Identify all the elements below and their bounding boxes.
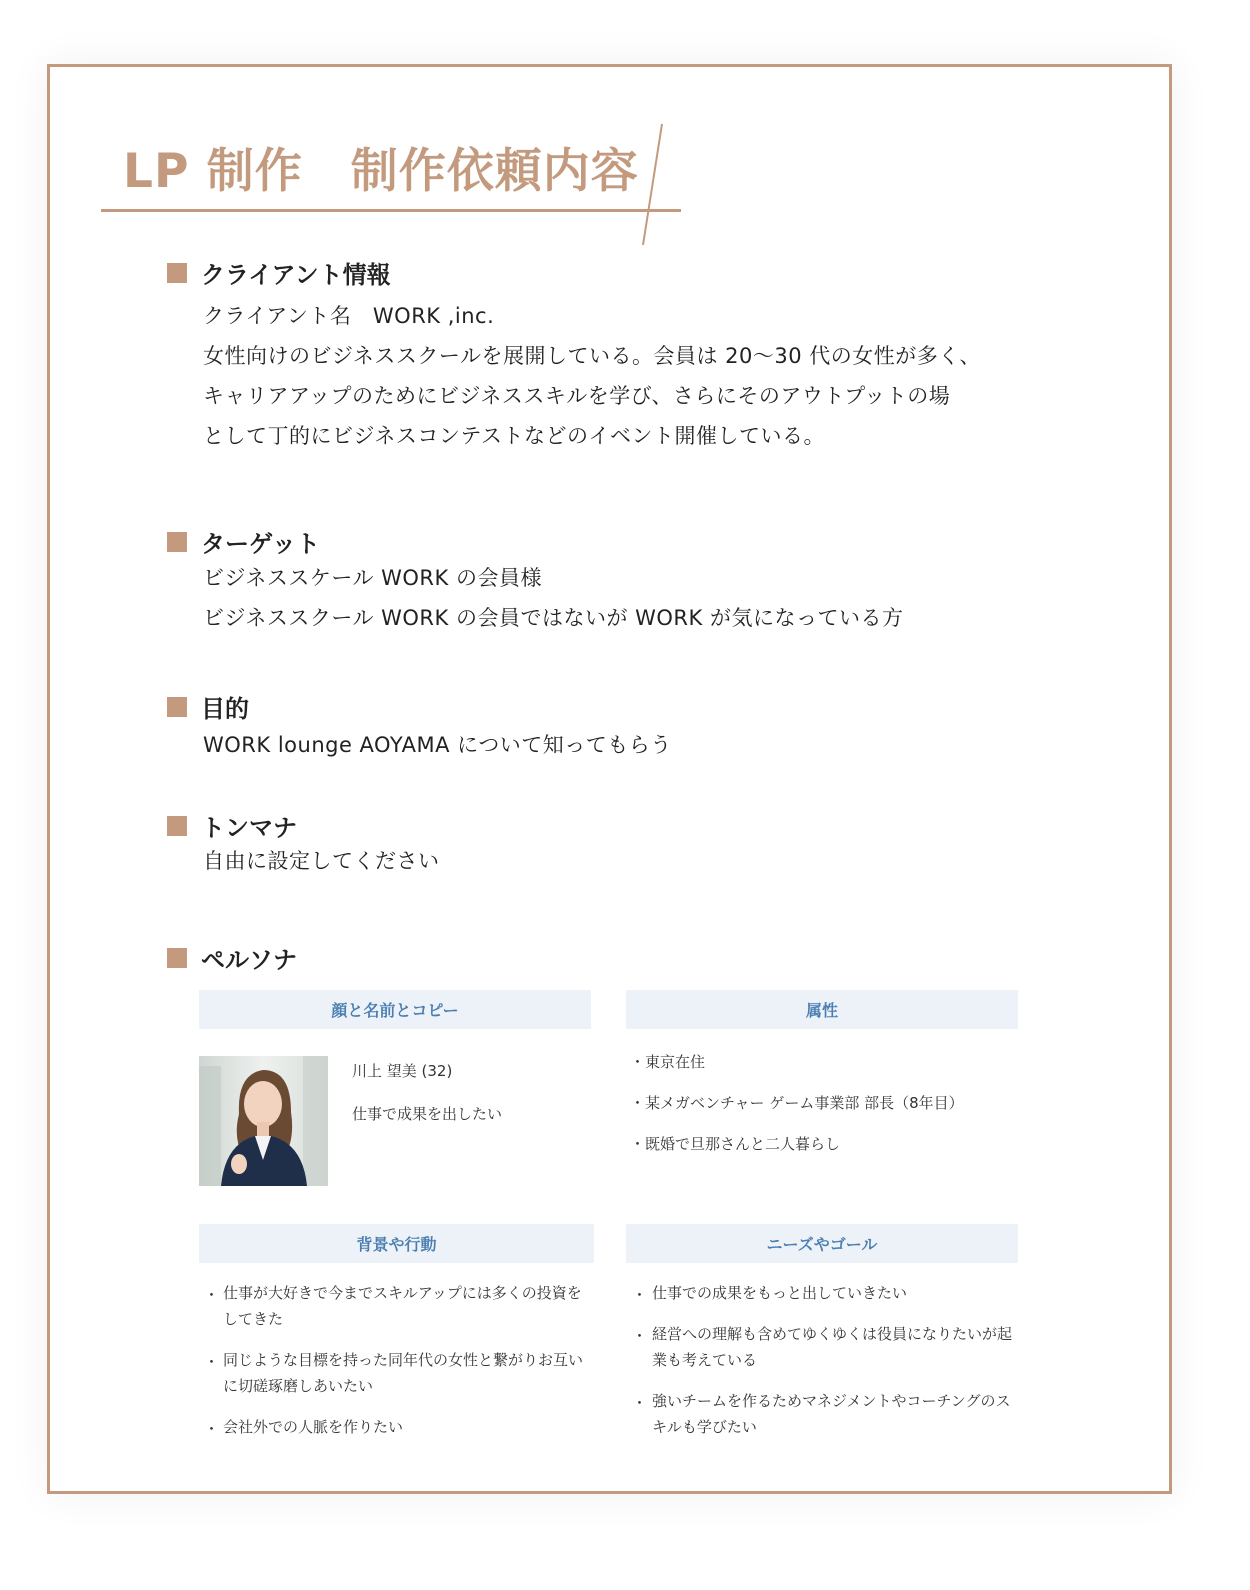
persona-attributes-header: 属性 (626, 990, 1018, 1029)
background-item: 同じような目標を持った同年代の女性と繋がりお互いに切磋琢磨しあいたい (223, 1351, 584, 1395)
client-line: クライアント名 WORK ,inc. (203, 304, 495, 328)
needs-item: 経営への理解も含めてゆくゆくは役員になりたいが起業も考えている (652, 1325, 1013, 1369)
attribute-item: ・某メガベンチャー ゲーム事業部 部長（8年目） (630, 1094, 964, 1112)
bullet-dot: ・ (632, 1327, 648, 1345)
purpose-line: WORK lounge AOYAMA について知ってもらう (203, 733, 672, 757)
title-slash-decoration (0, 0, 1250, 260)
persona-needs-header: ニーズやゴール (626, 1224, 1018, 1263)
section-target (167, 524, 320, 559)
attribute-item: ・東京在住 (630, 1053, 706, 1071)
client-line: 女性向けのビジネススクールを展開している。会員は 20～30 代の女性が多く、 (203, 344, 981, 368)
section-tone (167, 808, 297, 843)
needs-item: 仕事での成果をもっと出していきたい (652, 1284, 908, 1302)
persona-photo (199, 1056, 328, 1186)
tone-line: 自由に設定してください (203, 849, 440, 873)
bullet-dot: ・ (204, 1353, 220, 1371)
section-marker-icon (167, 263, 187, 283)
persona-name: 川上 望美 (32) (352, 1062, 453, 1080)
section-marker-icon (167, 816, 187, 836)
section-heading: トンマナ (201, 814, 297, 842)
page-title: LP 制作 制作依頼内容 (123, 144, 639, 199)
persona-background-header: 背景や行動 (199, 1224, 594, 1263)
bullet-dot: ・ (204, 1420, 220, 1438)
section-heading: 目的 (201, 695, 249, 723)
section-heading: クライアント情報 (201, 261, 391, 289)
bullet-dot: ・ (632, 1394, 648, 1412)
background-item: 会社外での人脈を作りたい (223, 1418, 404, 1436)
needs-item: 強いチームを作るためマネジメントやコーチングのスキルも学びたい (652, 1392, 1011, 1436)
section-persona (167, 940, 297, 975)
client-line: キャリアアップのためにビジネススキルを学び、さらにそのアウトプットの場 (203, 384, 951, 408)
section-purpose (167, 689, 249, 724)
section-heading: ペルソナ (201, 946, 297, 974)
section-marker-icon (167, 697, 187, 717)
bullet-dot: ・ (204, 1286, 220, 1304)
persona-face-header: 顔と名前とコピー (199, 990, 591, 1029)
section-marker-icon (167, 948, 187, 968)
target-line: ビジネススクール WORK の会員ではないが WORK が気になっている方 (203, 606, 904, 630)
client-line: として丁的にビジネスコンテストなどのイベント開催している。 (203, 424, 826, 448)
section-client (167, 255, 391, 290)
bullet-dot: ・ (632, 1286, 648, 1304)
section-marker-icon (167, 532, 187, 552)
target-line: ビジネススケール WORK の会員様 (203, 566, 542, 590)
section-heading: ターゲット (201, 530, 321, 558)
background-item: 仕事が大好きで今までスキルアップには多くの投資をしてきた (223, 1284, 582, 1328)
attribute-item: ・既婚で旦那さんと二人暮らし (630, 1135, 841, 1153)
persona-copy: 仕事で成果を出したい (352, 1105, 503, 1123)
